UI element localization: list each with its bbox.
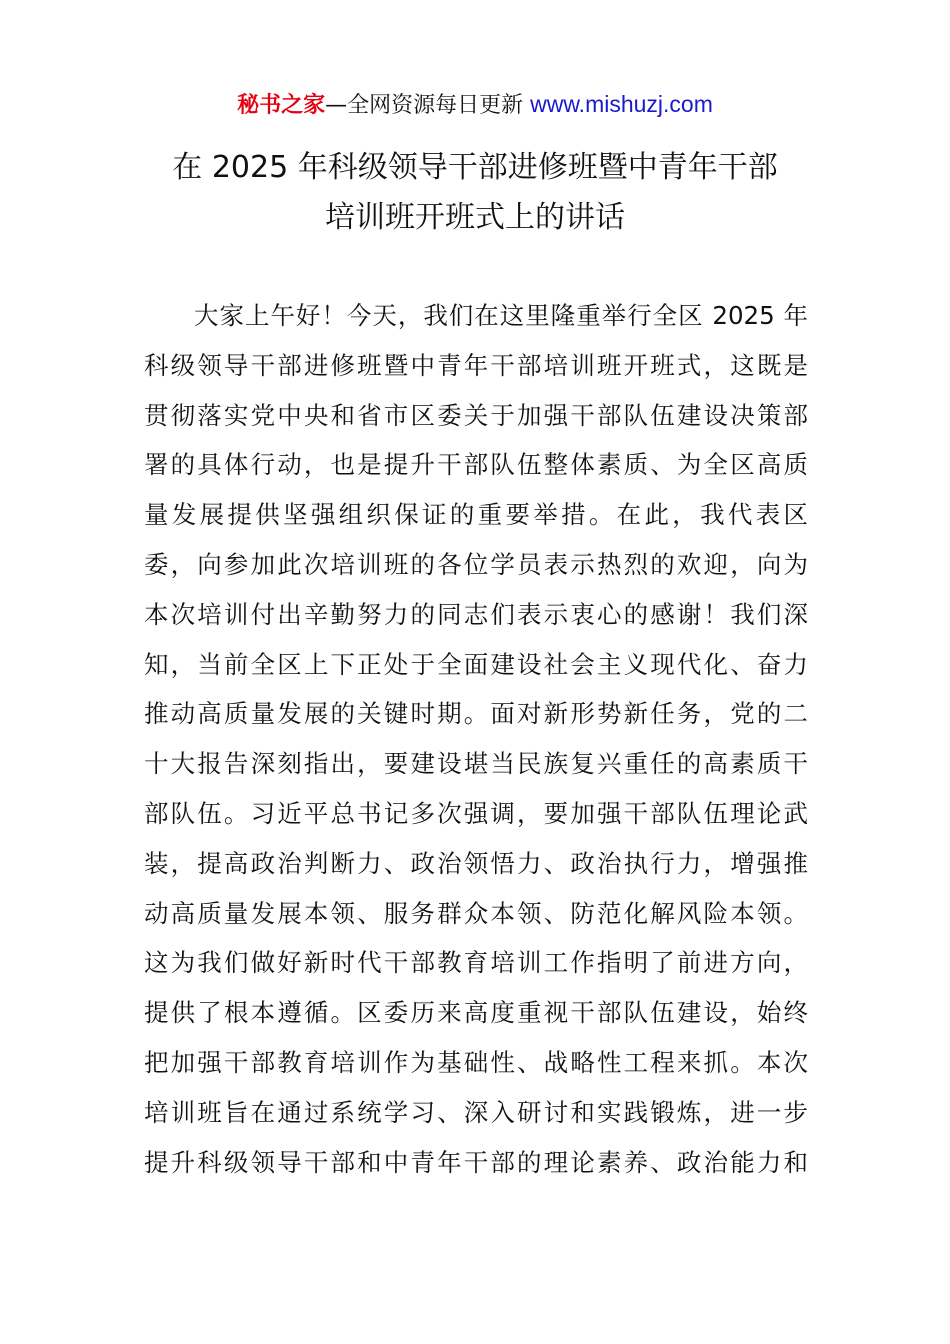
site-url-link[interactable]: www.mishuzj.com [530, 91, 713, 117]
body-line: 委，向参加此次培训班的各位学员表示热烈的欢迎，向为 [144, 549, 808, 579]
document-title-line-1: 在 2025 年科级领导干部进修班暨中青年干部 [172, 150, 778, 185]
document-title-line-2: 培训班开班式上的讲话 [325, 200, 625, 235]
body-line: 本次培训付出辛勤努力的同志们表示衷心的感谢！我们深 [144, 599, 808, 629]
body-line: 部队伍。习近平总书记多次强调，要加强干部队伍理论武 [144, 798, 808, 828]
site-header [0, 88, 950, 122]
body-line: 大家上午好！今天，我们在这里隆重举行全区 2025 年 [194, 301, 808, 330]
body-line: 提升科级领导干部和中青年干部的理论素养、政治能力和 [144, 1147, 808, 1177]
body-line: 提供了根本遵循。区委历来高度重视干部队伍建设，始终 [144, 998, 808, 1028]
body-line: 十大报告深刻指出，要建设堪当民族复兴重任的高素质干 [144, 749, 808, 779]
body-line: 科级领导干部进修班暨中青年干部培训班开班式，这既是 [144, 350, 808, 380]
body-line: 这为我们做好新时代干部教育培训工作指明了前进方向， [144, 948, 808, 978]
body-line: 署的具体行动，也是提升干部队伍整体素质、为全区高质 [144, 450, 808, 480]
document-body [144, 296, 808, 1192]
body-line: 动高质量发展本领、服务群众本领、防范化解风险本领。 [144, 898, 808, 928]
body-line: 把加强干部教育培训作为基础性、战略性工程来抓。本次 [144, 1047, 808, 1077]
body-line: 贯彻落实党中央和省市区委关于加强干部队伍建设决策部 [144, 400, 808, 430]
body-line: 装，提高政治判断力、政治领悟力、政治执行力，增强推 [144, 848, 808, 878]
brand-name: 秘书之家 [237, 93, 326, 118]
body-line: 知，当前全区上下正处于全面建设社会主义现代化、奋力 [144, 649, 808, 679]
body-line: 量发展提供坚强组织保证的重要举措。在此，我代表区 [144, 500, 808, 530]
body-line: 培训班旨在通过系统学习、深入研讨和实践锻炼，进一步 [144, 1097, 808, 1127]
header-tagline: —全网资源每日更新 [325, 93, 531, 118]
body-line: 推动高质量发展的关键时期。面对新形势新任务，党的二 [144, 699, 808, 729]
